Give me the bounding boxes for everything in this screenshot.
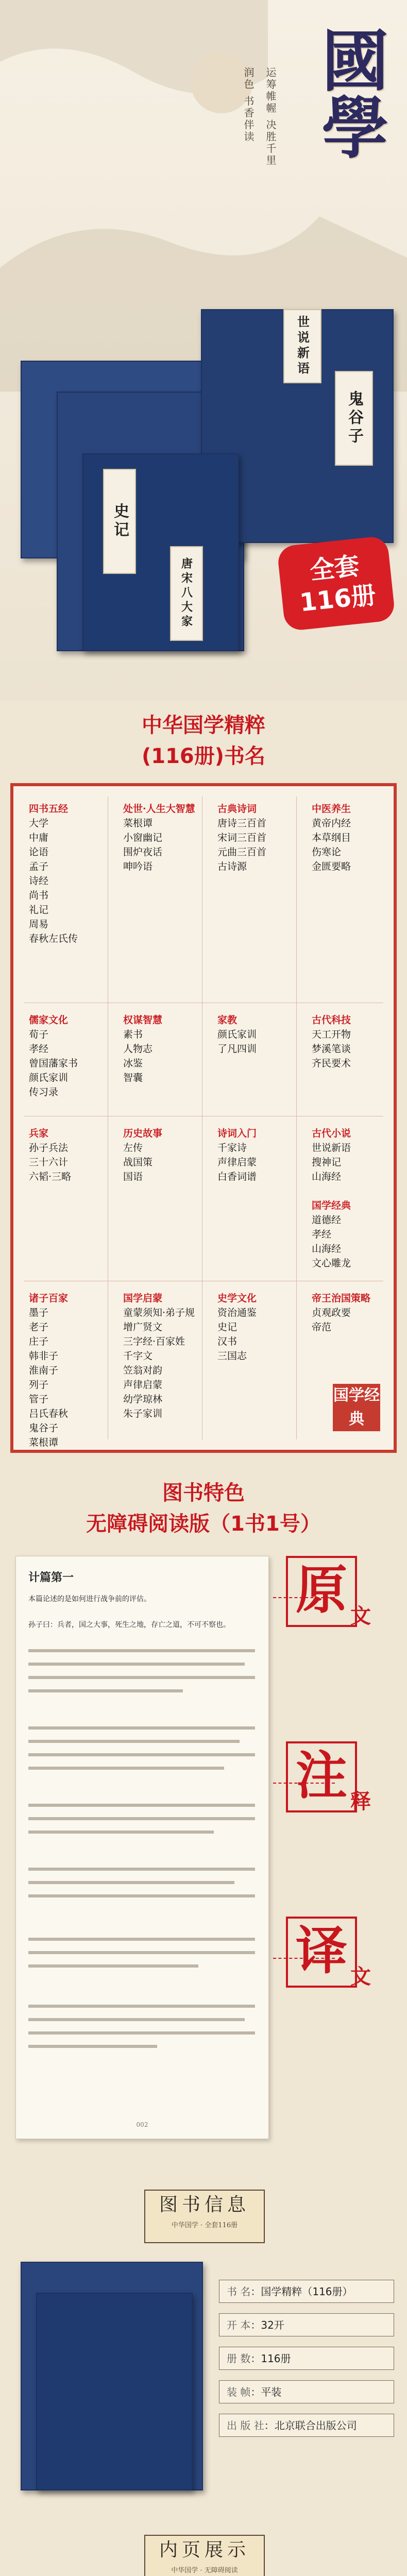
category-item: 庄子 xyxy=(29,1336,49,1347)
info-value: 32开 xyxy=(261,2319,284,2331)
category-item: 春秋左氏传 xyxy=(29,933,78,944)
feature-subtitle: 无障碍阅读版（1书1号） xyxy=(86,1512,321,1536)
hero-poem-secondary xyxy=(62,67,278,166)
category-item: 吕氏春秋 xyxy=(29,1408,69,1419)
category-item: 古诗源 xyxy=(217,861,247,872)
category-block xyxy=(312,1126,351,1184)
label-big-char: 译 xyxy=(286,1917,357,1988)
info-value: 国学精粹（116册） xyxy=(261,2285,353,2298)
category-item: 鬼谷子 xyxy=(29,1422,59,1434)
info-row: 册 数：116册 xyxy=(219,2347,394,2370)
category-item: 传习录 xyxy=(29,1087,59,1098)
category-item: 孝经 xyxy=(312,1229,332,1240)
category-item: 礼记 xyxy=(29,904,49,916)
category-item: 金匮要略 xyxy=(312,861,351,872)
category-item: 荀子 xyxy=(29,1029,49,1040)
category-heading: 兵家 xyxy=(29,1128,49,1139)
sample-page-original: 孙子曰：兵者，国之大事，死生之地，存亡之道，不可不察也。 xyxy=(28,1621,230,1629)
category-item: 了凡四训 xyxy=(217,1043,257,1055)
info-subtitle: 中华国学 · 全套116册 xyxy=(171,2222,238,2229)
category-item: 管子 xyxy=(29,1394,49,1405)
total-count-badge xyxy=(277,535,396,632)
label-original xyxy=(286,1556,394,1659)
category-item: 孙子兵法 xyxy=(29,1142,69,1154)
category-item: 论语 xyxy=(29,846,49,858)
seal-stamp xyxy=(333,1384,380,1431)
category-block xyxy=(217,1013,257,1056)
category-item: 素书 xyxy=(123,1029,143,1040)
info-row: 开 本：32开 xyxy=(219,2313,394,2336)
category-heading: 国学经典 xyxy=(312,1200,351,1211)
category-block xyxy=(217,1291,257,1363)
info-key: 出 版 社 xyxy=(227,2419,264,2432)
category-item: 三十六计 xyxy=(29,1157,69,1168)
category-block xyxy=(312,1291,370,1334)
category-item: 宋词三百首 xyxy=(217,832,267,843)
category-block xyxy=(123,1013,162,1085)
category-item: 资治通鉴 xyxy=(217,1307,257,1318)
list-title: 中华国学精粹 xyxy=(142,714,265,737)
category-item: 帝范 xyxy=(312,1321,332,1333)
category-heading: 儒家文化 xyxy=(29,1014,69,1026)
label-big-char: 注 xyxy=(286,1741,357,1812)
label-small-char: 释 xyxy=(350,1789,371,1814)
sample-page-title: 计篇第一 xyxy=(28,1571,74,1584)
category-item: 增广贤文 xyxy=(123,1321,163,1333)
book-title-label: 史记 xyxy=(103,469,136,574)
label-big-char: 原 xyxy=(286,1556,357,1627)
category-item: 朱子家训 xyxy=(123,1408,163,1419)
category-heading: 史学文化 xyxy=(217,1293,257,1304)
category-item: 贞观政要 xyxy=(312,1307,351,1318)
brand-logo-text: 國學 xyxy=(311,26,389,160)
category-item: 菜根谭 xyxy=(29,1437,59,1448)
category-item: 颜氏家训 xyxy=(217,1029,257,1040)
label-small-char: 文 xyxy=(350,1964,371,1989)
feature-section xyxy=(0,1463,407,2174)
category-item: 人物志 xyxy=(123,1043,153,1055)
category-item: 搜神记 xyxy=(312,1157,342,1168)
feature-title: 图书特色 xyxy=(162,1481,245,1505)
category-item: 本草纲目 xyxy=(312,832,351,843)
category-item: 笠翁对韵 xyxy=(123,1365,163,1376)
category-block xyxy=(29,1291,68,1450)
category-heading: 诗词入门 xyxy=(217,1128,257,1139)
category-item: 幼学琼林 xyxy=(123,1394,163,1405)
category-heading: 中医养生 xyxy=(312,803,351,815)
info-key: 书 名 xyxy=(227,2285,251,2298)
poem-line: 运筹帷幄 决胜千里 xyxy=(264,67,277,167)
category-block xyxy=(312,1198,351,1270)
category-item: 汉书 xyxy=(217,1336,238,1347)
category-item: 中庸 xyxy=(29,832,49,843)
category-heading: 古代小说 xyxy=(312,1128,351,1139)
category-item: 文心雕龙 xyxy=(312,1258,351,1269)
seal-char: 经 xyxy=(364,1386,380,1404)
label-annotation xyxy=(286,1741,394,1844)
category-block xyxy=(123,802,195,874)
hero-banner xyxy=(0,0,407,701)
category-item: 天工开物 xyxy=(312,1029,351,1040)
sample-page xyxy=(15,1556,269,2139)
category-heading: 帝王治国策略 xyxy=(312,1293,371,1304)
category-item: 孟子 xyxy=(29,861,49,872)
book-title-label: 世说新语 xyxy=(283,309,321,383)
display-title: 内页展示 xyxy=(159,2539,250,2561)
category-item: 周易 xyxy=(29,919,49,930)
seal-char: 学 xyxy=(349,1386,364,1404)
category-item: 菜根谭 xyxy=(123,818,153,829)
category-block xyxy=(217,802,266,874)
seal-char: 典 xyxy=(349,1410,364,1428)
info-value: 平装 xyxy=(261,2386,282,2398)
category-item: 六韬·三略 xyxy=(29,1171,72,1182)
category-heading: 历史故事 xyxy=(123,1128,163,1139)
category-item: 千字文 xyxy=(123,1350,153,1362)
category-item: 孝经 xyxy=(29,1043,49,1055)
category-item: 世说新语 xyxy=(312,1142,351,1154)
column-divider xyxy=(296,796,297,1439)
category-item: 战国策 xyxy=(123,1157,153,1168)
category-item: 颜氏家训 xyxy=(29,1072,69,1083)
category-item: 三字经·百家姓 xyxy=(123,1336,185,1347)
category-item: 童蒙须知·弟子规 xyxy=(123,1307,195,1318)
book-list-section xyxy=(0,701,407,1463)
category-block xyxy=(312,1013,351,1071)
sample-page-number: 002 xyxy=(136,2121,148,2128)
label-small-char: 文 xyxy=(350,1604,371,1628)
category-block xyxy=(29,1126,71,1184)
category-item: 诗经 xyxy=(29,875,49,887)
category-item: 老子 xyxy=(29,1321,49,1333)
category-block xyxy=(123,1126,162,1184)
category-item: 左传 xyxy=(123,1142,143,1154)
label-translation xyxy=(286,1917,394,2020)
category-item: 黄帝内经 xyxy=(312,818,351,829)
category-block xyxy=(29,802,78,946)
category-item: 小窗幽记 xyxy=(123,832,163,843)
display-plaque xyxy=(144,2535,265,2576)
category-item: 声律启蒙 xyxy=(217,1157,257,1168)
info-key: 开 本 xyxy=(227,2319,251,2331)
info-plaque xyxy=(144,2190,265,2243)
category-item: 冰鉴 xyxy=(123,1058,143,1069)
category-heading: 权谋智慧 xyxy=(123,1014,163,1026)
info-book-photo-front xyxy=(36,2293,193,2490)
badge-line: 116册 xyxy=(298,580,378,617)
category-item: 韩非子 xyxy=(29,1350,59,1362)
category-item: 淮南子 xyxy=(29,1365,59,1376)
info-key: 装 帧 xyxy=(227,2386,251,2398)
category-block xyxy=(29,1013,78,1099)
seal-char: 国 xyxy=(333,1386,349,1404)
category-item: 列子 xyxy=(29,1379,49,1391)
category-item: 大学 xyxy=(29,818,49,829)
category-item: 声律启蒙 xyxy=(123,1379,163,1391)
list-subtitle: (116册)书名 xyxy=(141,744,266,768)
category-heading: 国学启蒙 xyxy=(123,1293,163,1304)
category-item: 白香词谱 xyxy=(217,1171,257,1182)
category-item: 智囊 xyxy=(123,1072,143,1083)
category-item: 尚书 xyxy=(29,890,49,901)
info-title: 图书信息 xyxy=(159,2194,250,2215)
category-heading: 古典诗词 xyxy=(217,803,257,815)
info-row: 装 帧：平装 xyxy=(219,2380,394,2403)
category-block xyxy=(123,1291,195,1421)
info-row: 书 名：国学精粹（116册） xyxy=(219,2280,394,2303)
category-item: 山海经 xyxy=(312,1171,342,1182)
category-heading: 处世·人生大智慧 xyxy=(123,803,195,815)
badge-line: 全套 xyxy=(308,551,361,585)
category-heading: 古代科技 xyxy=(312,1014,351,1026)
category-item: 曾国藩家书 xyxy=(29,1058,78,1069)
book-info-section xyxy=(0,2174,407,2524)
category-item: 史记 xyxy=(217,1321,238,1333)
book-title-label: 唐宋八大家 xyxy=(170,546,203,641)
sample-page-intro: 本篇论述的是如何进行战争前的评估。 xyxy=(28,1595,151,1603)
book-title-label: 鬼谷子 xyxy=(335,371,373,466)
category-item: 山海经 xyxy=(312,1243,342,1255)
category-item: 呻吟语 xyxy=(123,861,153,872)
category-heading: 四书五经 xyxy=(29,803,69,815)
category-block xyxy=(312,802,351,874)
info-key: 册 数 xyxy=(227,2352,251,2365)
info-row: 出 版 社：北京联合出版公司 xyxy=(219,2414,394,2437)
category-item: 齐民要术 xyxy=(312,1058,351,1069)
category-item: 唐诗三百首 xyxy=(217,818,267,829)
info-value: 116册 xyxy=(261,2352,291,2365)
poem-line: 润色 书香伴读 xyxy=(242,67,255,143)
category-item: 墨子 xyxy=(29,1307,49,1318)
category-item: 道德经 xyxy=(312,1214,342,1226)
category-item: 千家诗 xyxy=(217,1142,247,1154)
category-item: 国语 xyxy=(123,1171,143,1182)
category-heading: 家教 xyxy=(217,1014,238,1026)
info-value: 北京联合出版公司 xyxy=(274,2419,357,2432)
category-item: 伤寒论 xyxy=(312,846,342,858)
sample-page-text-lines xyxy=(28,1649,255,2113)
category-block xyxy=(217,1126,257,1184)
category-item: 三国志 xyxy=(217,1350,247,1362)
inner-pages-section xyxy=(0,2524,407,2576)
category-item: 元曲三百首 xyxy=(217,846,267,858)
book-list-scroll xyxy=(10,783,397,1453)
category-item: 梦溪笔谈 xyxy=(312,1043,351,1055)
category-heading: 诸子百家 xyxy=(29,1293,69,1304)
category-item: 围炉夜话 xyxy=(123,846,163,858)
display-subtitle: 中华国学 · 无障碍阅读 xyxy=(171,2567,238,2574)
